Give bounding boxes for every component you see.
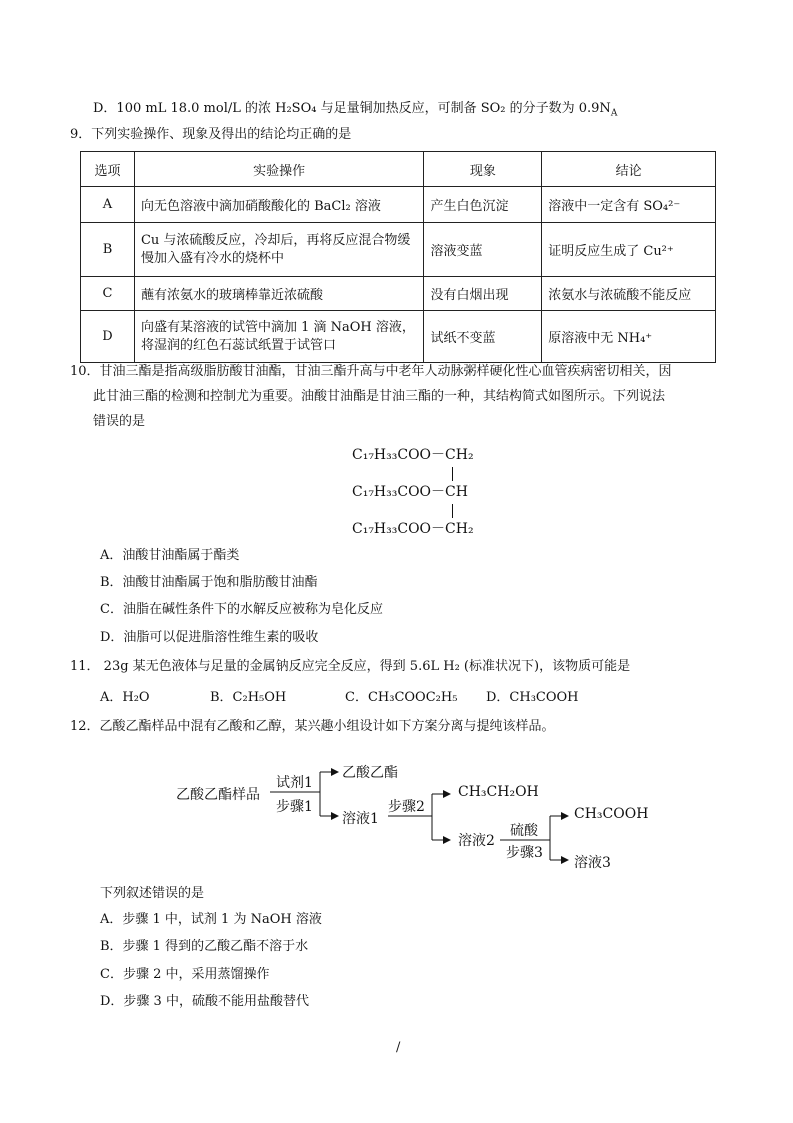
- header-conclusion: 结论: [542, 152, 716, 187]
- header-operation: 实验操作: [134, 152, 424, 187]
- row-conclusion: 原溶液中无 NH₄⁺: [542, 311, 716, 363]
- row-option: A: [81, 187, 135, 223]
- flow-solution1: 溶液1: [342, 811, 379, 827]
- q11-option-c: C．CH₃COOC₂H₅: [345, 690, 458, 705]
- q9-table: [80, 151, 716, 363]
- q12-option-a: A．步骤 1 中，试剂 1 为 NaOH 溶液: [100, 912, 322, 927]
- header-phenomenon: 现象: [424, 152, 542, 187]
- q11-option-a: A．H₂O: [100, 690, 150, 705]
- row-operation: 向盛有某溶液的试管中滴加 1 滴 NaOH 溶液，将湿润的红色石蕊试纸置于试管口: [134, 311, 424, 363]
- flow-step3: 步骤3: [506, 845, 543, 861]
- oleic-glyceride-structure: [352, 443, 474, 554]
- row-phenomenon: 产生白色沉淀: [424, 187, 542, 223]
- q10-stem-line1: 10．甘油三酯是指高级脂肪酸甘油酯，甘油三酯升高与中老年人动脉粥样硬化性心血管疾病密切相关，因: [70, 364, 672, 379]
- flow-solution3: 溶液3: [574, 855, 611, 871]
- row-conclusion: 溶液中一定含有 SO₄²⁻: [542, 187, 716, 223]
- row-option: D: [81, 311, 135, 363]
- q11-stem: 11． 23g 某无色液体与足量的金属钠反应完全反应，得到 5.6L H₂ (标准状况下)，该物质可能是: [70, 659, 631, 674]
- q11-option-d: D．CH₃COOH: [486, 690, 579, 705]
- bond-line: [452, 467, 453, 481]
- table-row: [81, 311, 716, 363]
- q10-stem-line2: 此甘油三酯的检测和控制尤为重要。油酸甘油酯是甘油三酯的一种，其结构简式如图所示。下列说法: [93, 389, 666, 404]
- q12-option-c: C．步骤 2 中，采用蒸馏操作: [100, 967, 270, 982]
- q12-option-d: D．步骤 3 中，硫酸不能用盐酸替代: [100, 994, 309, 1009]
- q8-option-d: D．100 mL 18.0 mol/L 的浓 H₂SO₄ 与足量铜加热反应，可制备 SO₂ 的分子数为 $0.9N_A$: [93, 101, 618, 119]
- flow-step1: 步骤1: [276, 799, 313, 815]
- q10-option-d: D．油脂可以促进脂溶性维生素的吸收: [100, 630, 319, 645]
- structure-row: C₁₇H₃₃COO－CH₂: [352, 521, 474, 537]
- q9-stem: 9．下列实验操作、现象及得出的结论均正确的是: [70, 127, 352, 142]
- flow-acid: 硫酸: [510, 823, 538, 839]
- q10-stem-line3: 错误的是: [93, 414, 146, 429]
- flow-ethyl-acetate: 乙酸乙酯: [342, 765, 398, 781]
- flow-reagent1: 试剂1: [276, 775, 313, 791]
- row-operation: 蘸有浓氨水的玻璃棒靠近浓硫酸: [134, 277, 424, 311]
- table-row: [81, 187, 716, 223]
- bond-line: [452, 504, 453, 518]
- row-conclusion: 证明反应生成了 Cu²⁺: [542, 223, 716, 277]
- q12-option-b: B．步骤 1 得到的乙酸乙酯不溶于水: [100, 939, 309, 954]
- row-operation: 向无色溶液中滴加硝酸酸化的 BaCl₂ 溶液: [134, 187, 424, 223]
- row-operation: Cu 与浓硫酸反应，冷却后，再将反应混合物缓慢加入盛有冷水的烧杯中: [134, 223, 424, 277]
- flow-ethanol: CH₃CH₂OH: [458, 784, 539, 800]
- header-option: 选项: [81, 152, 135, 187]
- q10-option-c: C．油脂在碱性条件下的水解反应被称为皂化反应: [100, 602, 383, 617]
- row-conclusion: 浓氨水与浓硫酸不能反应: [542, 277, 716, 311]
- row-phenomenon: 没有白烟出现: [424, 277, 542, 311]
- table-row: [81, 277, 716, 311]
- row-option: C: [81, 277, 135, 311]
- row-phenomenon: 溶液变蓝: [424, 223, 542, 277]
- q11-option-b: B．C₂H₅OH: [210, 690, 287, 705]
- page-number: /: [396, 1040, 401, 1055]
- table-row: [81, 223, 716, 277]
- q12-prompt: 下列叙述错误的是: [100, 886, 205, 901]
- flow-step2: 步骤2: [388, 799, 425, 815]
- flow-solution2: 溶液2: [458, 833, 495, 849]
- flow-sample: 乙酸乙酯样品: [176, 787, 260, 803]
- q9-table-header: [81, 152, 716, 187]
- row-option: B: [81, 223, 135, 277]
- separation-flowchart: [170, 756, 650, 876]
- structure-row: C₁₇H₃₃COO－CH₂: [352, 443, 474, 480]
- q10-option-b: B．油酸甘油酯属于饱和脂肪酸甘油酯: [100, 575, 318, 590]
- q10-option-a: A．油酸甘油酯属于酯类: [100, 548, 240, 563]
- structure-row: C₁₇H₃₃COO－CH: [352, 480, 474, 517]
- q12-stem: 12．乙酸乙酯样品中混有乙酸和乙醇，某兴趣小组设计如下方案分离与提纯该样品。: [70, 719, 555, 734]
- row-phenomenon: 试纸不变蓝: [424, 311, 542, 363]
- flow-acetic-acid: CH₃COOH: [574, 806, 649, 822]
